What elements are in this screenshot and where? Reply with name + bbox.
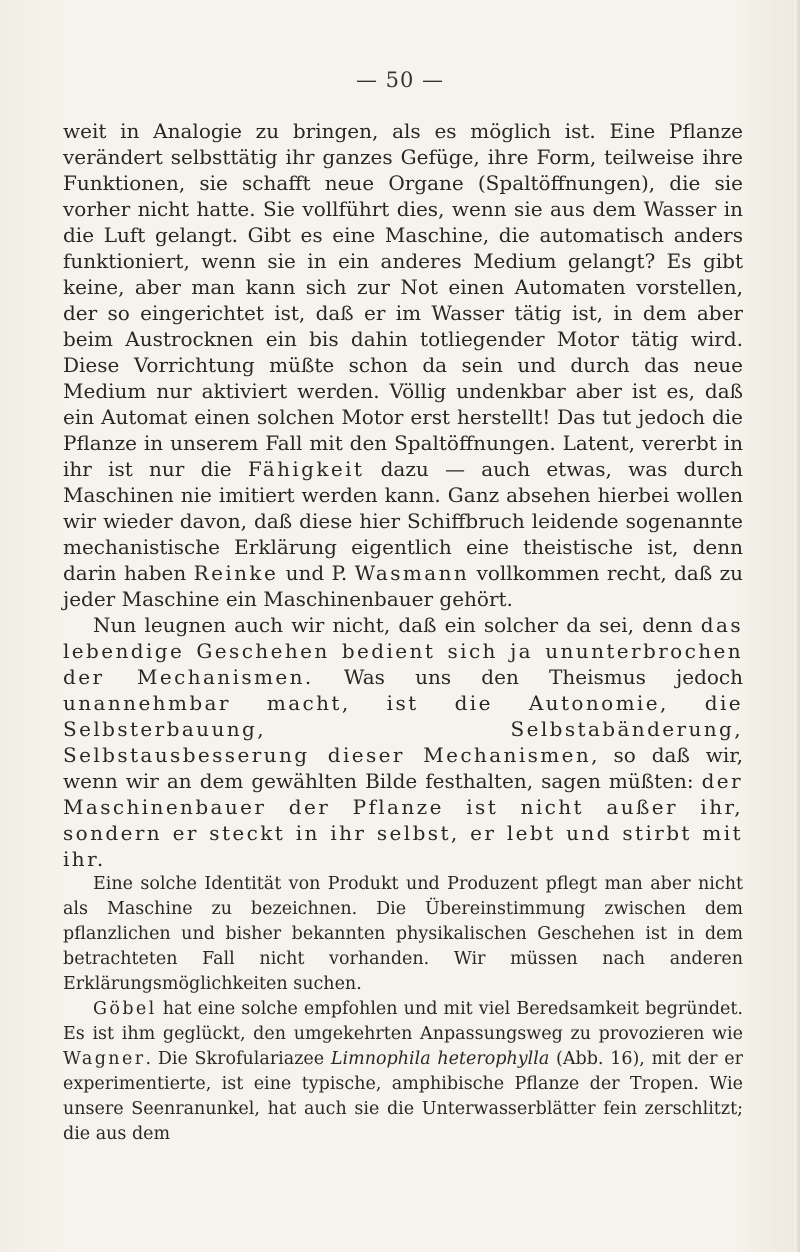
text-run: Nun leugnen auch wir nicht, daß ein solcher da sei, denn bbox=[93, 613, 701, 637]
text-run: (Abb. 16), mit der er experimentierte, ist eine typische, amphibische Pflanze der Tropen. Wie unsere Seenranunkel, hat auch sie die Unterwasserblätter fein zerschlitzt; die aus dem bbox=[63, 1049, 743, 1144]
text-run: Eine solche Identität von Produkt und Produzent pflegt man aber nicht als Maschine zu bezeichnen. Die Übereinstimmung zwischen dem pflanzlichen und bisher bekannten physikalischen Geschehen ist in dem betrachteten Fall nicht vorhanden. Wir müssen nach anderen Erklärungsmöglichkeiten suchen. bbox=[63, 874, 743, 994]
paragraph-2 bbox=[63, 612, 743, 872]
paragraph-4 bbox=[63, 997, 743, 1147]
emphasis-geschehen: das lebendige Geschehen bedient sich ja ununterbrochen der Mechanismen. bbox=[63, 613, 743, 689]
author-goebel: Göbel bbox=[93, 999, 157, 1019]
body-text bbox=[63, 118, 743, 1147]
author-wasmann: Wasmann bbox=[354, 561, 470, 585]
species-name: Limnophila heterophylla bbox=[330, 1049, 550, 1069]
author-reinke: Reinke bbox=[193, 561, 279, 585]
paragraph-3 bbox=[63, 872, 743, 997]
emphasis-faehigkeit: Fähigkeit bbox=[247, 457, 365, 481]
text-run: dazu — auch etwas, was durch Maschinen nie imitiert werden kann. Ganz absehen hierbei wollen wir wieder davon, daß diese hier Schiffbruch leidende sogenannte mechanistische Erklärung eigentlich eine theistische ist, denn darin haben bbox=[63, 457, 743, 585]
text-run: weit in Analogie zu bringen, als es möglich ist. Eine Pflanze verändert selbsttätig ihr ganzes Gefüge, ihre Form, teilweise ihre Funktionen, sie schafft neue Organe (Spaltöffnungen), die sie vorher nicht hatte. Sie vollführt dies, wenn sie aus dem Wasser in die Luft gelangt. Gibt es eine Maschine, die automatisch anders funktioniert, wenn sie in ein anderes Medium gelangt? Es gibt keine, aber man kann sich zur Not einen Automaten vorstellen, der so eingerichtet ist, daß er im Wasser tätig ist, in dem aber beim Austrocknen ein bis dahin totliegender Motor tätig wird. Diese Vorrichtung müßte schon da sein und durch das neue Medium nur aktiviert werden. Völlig undenkbar aber ist es, daß ein Automat einen solchen Motor erst herstellt! Das tut jedoch die Pflanze in unserem Fall mit den Spaltöffnungen. Latent, vererbt in ihr ist nur die bbox=[63, 119, 743, 481]
text-run: . Die Skrofulariazee bbox=[145, 1049, 331, 1069]
emphasis-maschinenbauer: der Maschinenbauer der Pflanze ist nicht außer ihr, sondern er steckt in ihr selbst, er lebt und stirbt mit ihr. bbox=[63, 769, 743, 871]
text-run: hat eine solche empfohlen und mit viel Beredsamkeit begründet. Es ist ihm geglückt, den umgekehrten Anpassungsweg zu provozieren wie bbox=[63, 999, 743, 1044]
text-run: und P. bbox=[278, 561, 355, 585]
text-run: vollkommen recht, daß zu jeder Maschine ein Maschinenbauer gehört. bbox=[63, 561, 743, 611]
page-number: — 50 — bbox=[355, 68, 445, 92]
text-run: , so daß wir, wenn wir an dem gewählten Bilde festhalten, sagen müßten: bbox=[63, 743, 743, 793]
text-run: Was uns den Theismus jedoch bbox=[313, 665, 743, 689]
page-edge-shadow bbox=[794, 0, 800, 1252]
emphasis-autonomie: unannehmbar macht, ist die Autonomie, die Selbsterbauung, Selbstabänderung, Selbstausbesserung dieser Mechanismen bbox=[63, 691, 743, 767]
author-wagner: Wagner bbox=[63, 1049, 146, 1069]
paragraph-1 bbox=[63, 118, 743, 612]
